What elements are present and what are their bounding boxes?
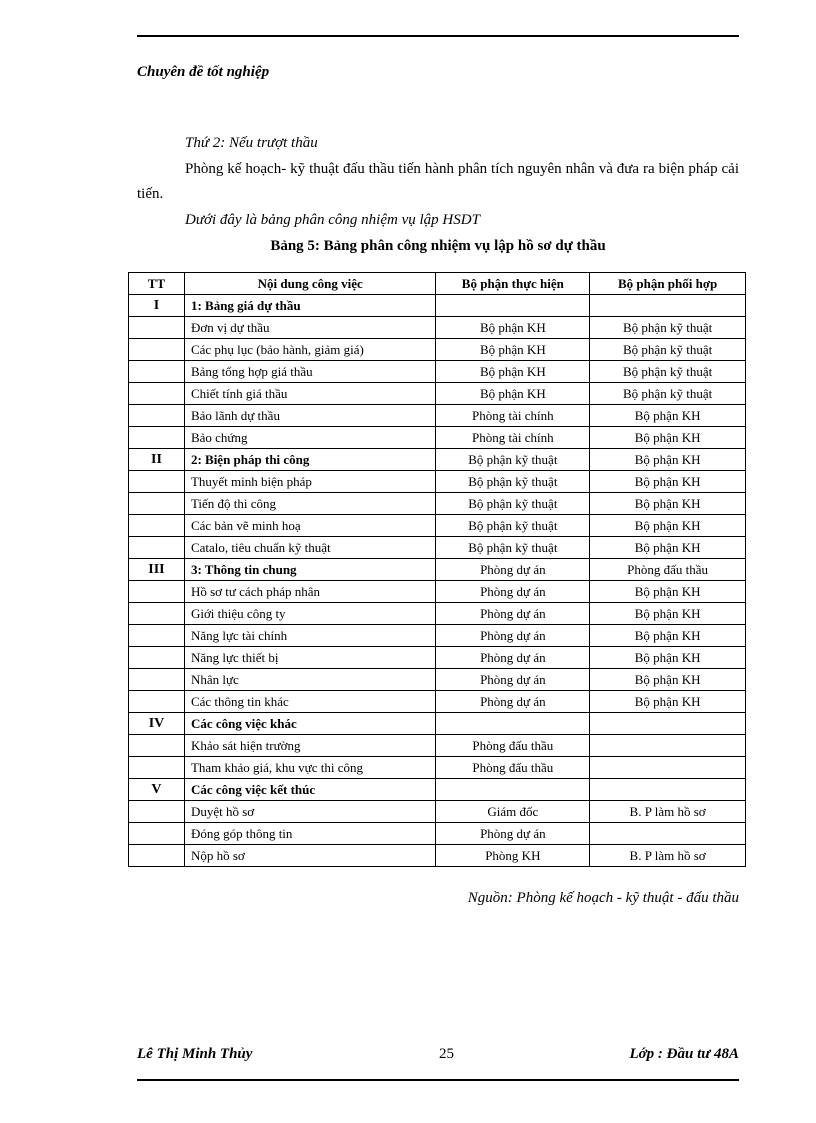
cell-tt <box>129 515 185 537</box>
cell-content: Năng lực thiết bị <box>184 647 436 669</box>
table-row <box>129 823 746 845</box>
cell-exec: Phòng dự án <box>436 669 590 691</box>
table-row <box>129 493 746 515</box>
cell-tt <box>129 493 185 515</box>
footer-rule <box>137 1079 739 1081</box>
cell-coop <box>590 757 746 779</box>
cell-coop <box>590 823 746 845</box>
cell-content: Đơn vị dự thầu <box>184 317 436 339</box>
cell-tt: II <box>129 449 185 471</box>
cell-tt <box>129 669 185 691</box>
cell-exec: Bộ phận KH <box>436 339 590 361</box>
cell-coop <box>590 735 746 757</box>
cell-tt <box>129 691 185 713</box>
cell-tt <box>129 625 185 647</box>
cell-exec: Bộ phận KH <box>436 317 590 339</box>
cell-content: Các công việc kết thúc <box>184 779 436 801</box>
cell-exec: Phòng KH <box>436 845 590 867</box>
cell-exec: Phòng dự án <box>436 647 590 669</box>
cell-coop: Bộ phận KH <box>590 625 746 647</box>
table-row <box>129 691 746 713</box>
cell-content: Tiến độ thi công <box>184 493 436 515</box>
cell-coop: Bộ phận KH <box>590 647 746 669</box>
cell-tt <box>129 845 185 867</box>
cell-content: 2: Biện pháp thi công <box>184 449 436 471</box>
cell-tt <box>129 801 185 823</box>
cell-exec: Phòng đấu thầu <box>436 735 590 757</box>
cell-tt <box>129 339 185 361</box>
cell-coop: Bộ phận kỹ thuật <box>590 339 746 361</box>
table-row <box>129 669 746 691</box>
cell-exec: Phòng dự án <box>436 625 590 647</box>
source-note: Nguồn: Phòng kế hoạch - kỹ thuật - đấu thầu <box>467 890 739 906</box>
cell-coop: B. P làm hồ sơ <box>590 801 746 823</box>
cell-content: Bảo chứng <box>184 427 436 449</box>
cell-tt <box>129 361 185 383</box>
cell-exec: Bộ phận kỹ thuật <box>436 537 590 559</box>
page-number: 25 <box>439 1046 454 1062</box>
cell-coop: Bộ phận KH <box>590 493 746 515</box>
table-row <box>129 713 746 735</box>
paragraph-case-2: Thứ 2: Nếu trượt thầu <box>185 135 318 151</box>
table-row <box>129 647 746 669</box>
cell-content: Các phụ lục (bảo hành, giảm giá) <box>184 339 436 361</box>
table-row <box>129 625 746 647</box>
header-content: Nội dung công việc <box>184 273 436 295</box>
cell-content: Các công việc khác <box>184 713 436 735</box>
cell-coop: Bộ phận KH <box>590 691 746 713</box>
table-row <box>129 405 746 427</box>
cell-tt <box>129 383 185 405</box>
cell-content: Các thông tin khác <box>184 691 436 713</box>
cell-exec <box>436 713 590 735</box>
cell-coop <box>590 713 746 735</box>
cell-tt <box>129 427 185 449</box>
cell-content: Bảng tổng hợp giá thầu <box>184 361 436 383</box>
cell-content: 1: Bảng giá dự thầu <box>184 295 436 317</box>
cell-content: Duyệt hồ sơ <box>184 801 436 823</box>
task-assignment-table <box>128 272 746 867</box>
table-row <box>129 295 746 317</box>
cell-content: Giới thiệu công ty <box>184 603 436 625</box>
table-row <box>129 559 746 581</box>
table-row <box>129 845 746 867</box>
cell-tt <box>129 757 185 779</box>
table-body <box>129 295 746 867</box>
cell-coop <box>590 779 746 801</box>
cell-exec: Bộ phận KH <box>436 383 590 405</box>
cell-coop: Bộ phận KH <box>590 603 746 625</box>
cell-content: Hồ sơ tư cách pháp nhân <box>184 581 436 603</box>
cell-tt <box>129 735 185 757</box>
table-row <box>129 361 746 383</box>
cell-coop: Bộ phận KH <box>590 537 746 559</box>
cell-coop <box>590 295 746 317</box>
cell-coop: B. P làm hồ sơ <box>590 845 746 867</box>
cell-coop: Bộ phận KH <box>590 449 746 471</box>
header-exec: Bộ phận thực hiện <box>436 273 590 295</box>
cell-tt <box>129 823 185 845</box>
cell-tt: V <box>129 779 185 801</box>
cell-tt <box>129 405 185 427</box>
cell-tt <box>129 647 185 669</box>
cell-exec: Phòng đấu thầu <box>436 757 590 779</box>
header-title: Chuyên đề tốt nghiệp <box>137 64 270 80</box>
cell-coop: Bộ phận KH <box>590 581 746 603</box>
table-row <box>129 515 746 537</box>
footer-class: Lớp : Đầu tư 48A <box>629 1046 739 1062</box>
cell-tt: III <box>129 559 185 581</box>
cell-content: Chiết tính giá thầu <box>184 383 436 405</box>
cell-content: Thuyết minh biện pháp <box>184 471 436 493</box>
cell-exec: Phòng tài chính <box>436 427 590 449</box>
cell-coop: Bộ phận kỹ thuật <box>590 361 746 383</box>
cell-content: Khảo sát hiện trường <box>184 735 436 757</box>
header-tt: TT <box>129 273 185 295</box>
cell-tt <box>129 581 185 603</box>
cell-tt: I <box>129 295 185 317</box>
cell-tt <box>129 317 185 339</box>
table-title: Bảng 5: Bảng phân công nhiệm vụ lập hồ sơ dự thầu <box>270 238 606 254</box>
table-row <box>129 779 746 801</box>
cell-exec: Phòng dự án <box>436 581 590 603</box>
cell-content: Nộp hồ sơ <box>184 845 436 867</box>
table-row <box>129 801 746 823</box>
table-row <box>129 471 746 493</box>
cell-tt <box>129 471 185 493</box>
cell-content: Catalo, tiêu chuẩn kỹ thuật <box>184 537 436 559</box>
cell-exec: Bộ phận kỹ thuật <box>436 449 590 471</box>
cell-tt <box>129 537 185 559</box>
cell-exec: Phòng dự án <box>436 823 590 845</box>
cell-exec: Bộ phận KH <box>436 361 590 383</box>
header-rule <box>137 35 739 37</box>
cell-content: Các bản vẽ minh hoạ <box>184 515 436 537</box>
table-row <box>129 427 746 449</box>
cell-exec: Giám đốc <box>436 801 590 823</box>
cell-exec: Phòng dự án <box>436 691 590 713</box>
cell-exec: Phòng tài chính <box>436 405 590 427</box>
cell-coop: Bộ phận kỹ thuật <box>590 317 746 339</box>
cell-content: Tham khảo giá, khu vực thi công <box>184 757 436 779</box>
cell-content: Nhân lực <box>184 669 436 691</box>
cell-exec: Bộ phận kỹ thuật <box>436 471 590 493</box>
table-row <box>129 537 746 559</box>
cell-content: 3: Thông tin chung <box>184 559 436 581</box>
table-header-row <box>129 273 746 295</box>
cell-coop: Bộ phận KH <box>590 669 746 691</box>
footer-author: Lê Thị Minh Thủy <box>137 1046 253 1062</box>
cell-exec: Bộ phận kỹ thuật <box>436 493 590 515</box>
paragraph-intro-table: Dưới đây là bảng phân công nhiệm vụ lập HSDT <box>185 212 480 228</box>
table-row <box>129 603 746 625</box>
cell-tt <box>129 603 185 625</box>
cell-coop: Bộ phận KH <box>590 471 746 493</box>
cell-coop: Bộ phận KH <box>590 427 746 449</box>
paragraph-analysis: Phòng kế hoạch- kỹ thuật đấu thầu tiến hành phân tích nguyên nhân và đưa ra biện pháp cải tiến. <box>137 161 739 202</box>
table-row <box>129 317 746 339</box>
cell-content: Bảo lãnh dự thầu <box>184 405 436 427</box>
cell-exec <box>436 295 590 317</box>
cell-content: Năng lực tài chính <box>184 625 436 647</box>
cell-exec: Phòng dự án <box>436 603 590 625</box>
table-row <box>129 735 746 757</box>
cell-coop: Bộ phận kỹ thuật <box>590 383 746 405</box>
cell-exec: Bộ phận kỹ thuật <box>436 515 590 537</box>
table-row <box>129 581 746 603</box>
table-row <box>129 757 746 779</box>
table-row <box>129 339 746 361</box>
cell-exec: Phòng dự án <box>436 559 590 581</box>
cell-tt: IV <box>129 713 185 735</box>
table-row <box>129 383 746 405</box>
cell-exec <box>436 779 590 801</box>
cell-coop: Bộ phận KH <box>590 515 746 537</box>
cell-coop: Phòng đấu thầu <box>590 559 746 581</box>
header-coop: Bộ phận phối hợp <box>590 273 746 295</box>
table-row <box>129 449 746 471</box>
cell-coop: Bộ phận KH <box>590 405 746 427</box>
cell-content: Đóng góp thông tin <box>184 823 436 845</box>
